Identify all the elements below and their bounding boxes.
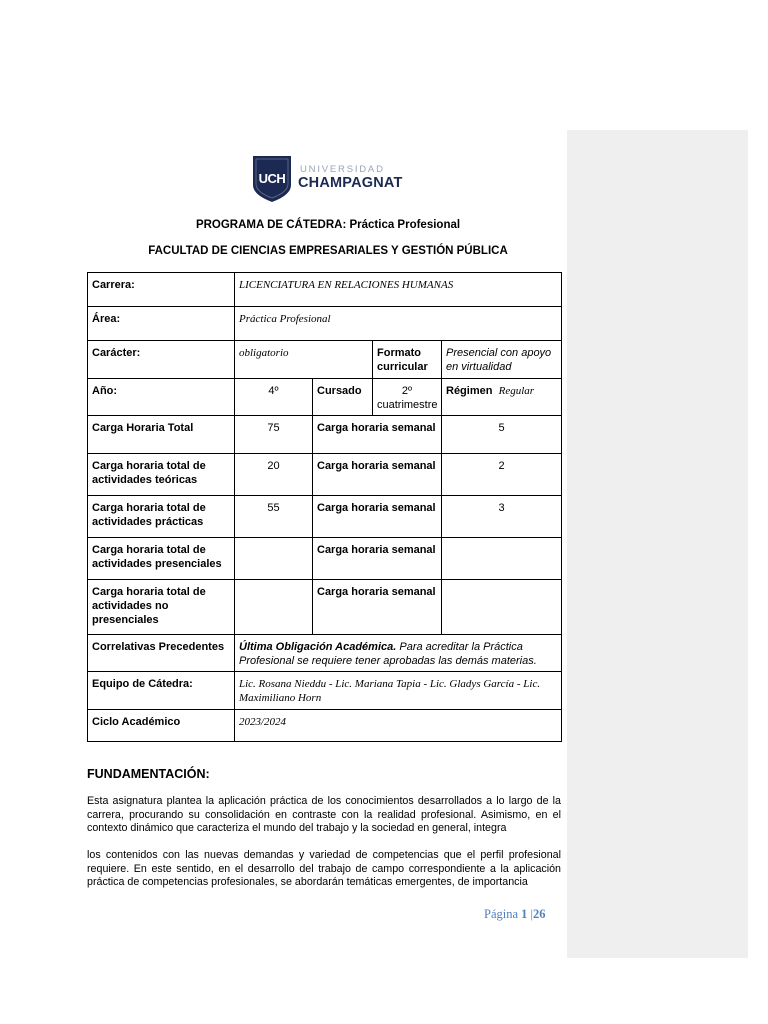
logo-name: CHAMPAGNAT <box>298 175 403 191</box>
correlativas-bold: Última Obligación Académica. <box>239 641 397 653</box>
total-pages: 26 <box>533 907 546 921</box>
paragraph: Esta asignatura plantea la aplicación práctica de los conocimientos desarrollados a lo largo de la carrera, procurando su consolidación en contraste con la realidad profesional. Asimismo, en el contexto dinámico que caracteriza el mundo del trabajo y la sociedad en general, integra <box>87 795 561 834</box>
table-row <box>88 341 562 379</box>
row-sem-label: Carga horaria semanal <box>313 416 442 454</box>
row-total: 75 <box>235 416 313 454</box>
correlativas-label: Correlativas Precedentes <box>88 635 235 672</box>
equipo-label: Equipo de Cátedra: <box>88 672 235 710</box>
correlativas-rest: Para acreditar la Práctica Profesional se requiere tener aprobadas las demás materias. <box>239 641 537 667</box>
area-label: Área: <box>88 307 235 341</box>
anio-value: 4º <box>235 379 313 416</box>
row-label: Carga Horaria Total <box>88 416 235 454</box>
equipo-value: Lic. Rosana Nieddu - Lic. Mariana Tapia - Lic. Gladys García - Lic. Maximiliano Horn <box>235 672 562 710</box>
table-row <box>88 416 562 454</box>
row-label: Carga horaria total de actividades no presenciales <box>88 580 235 635</box>
table-row <box>88 307 562 341</box>
row-sem-label: Carga horaria semanal <box>313 580 442 635</box>
row-sem-label: Carga horaria semanal <box>313 454 442 496</box>
page-title: PROGRAMA DE CÁTEDRA: Práctica Profesional <box>195 219 461 231</box>
row-total: 55 <box>235 496 313 538</box>
row-label: Carga horaria total de actividades prácticas <box>88 496 235 538</box>
regimen-value: Regular <box>498 385 535 397</box>
ciclo-value: 2023/2024 <box>235 710 562 742</box>
row-sem-value: 5 <box>442 416 562 454</box>
carrera-label: Carrera: <box>88 273 235 307</box>
table-row <box>88 454 562 496</box>
table-row <box>88 635 562 672</box>
row-sem-value: 2 <box>442 454 562 496</box>
row-sem-label: Carga horaria semanal <box>313 496 442 538</box>
table-row <box>88 710 562 742</box>
university-logo <box>252 155 402 203</box>
page-separator: | <box>530 907 534 921</box>
logo-university: UNIVERSIDAD <box>300 164 385 175</box>
row-sem-value <box>442 580 562 635</box>
logo-shield-text: UCH <box>258 171 286 186</box>
table-row <box>88 580 562 635</box>
row-sem-label: Carga horaria semanal <box>313 538 442 580</box>
carrera-value: LICENCIATURA EN RELACIONES HUMANAS <box>235 273 562 307</box>
page-label: Página <box>484 907 519 921</box>
table-row <box>88 496 562 538</box>
correlativas-value <box>235 635 562 672</box>
table-row <box>88 538 562 580</box>
area-value: Práctica Profesional <box>235 307 562 341</box>
formato-value: Presencial con apoyo en virtualidad <box>442 341 562 379</box>
row-total: 20 <box>235 454 313 496</box>
formato-label: Formato curricular <box>373 341 442 379</box>
course-info-table <box>87 272 562 742</box>
caracter-label: Carácter: <box>88 341 235 379</box>
table-row <box>88 672 562 710</box>
cursado-label: Cursado <box>313 379 373 416</box>
regimen-cell <box>442 379 562 416</box>
anio-label: Año: <box>88 379 235 416</box>
table-row <box>88 379 562 416</box>
page-number <box>484 907 546 922</box>
regimen-label: Régimen <box>446 385 493 397</box>
ciclo-label: Ciclo Académico <box>88 710 235 742</box>
table-row <box>88 273 562 307</box>
row-total <box>235 580 313 635</box>
paragraph: los contenidos con las nuevas demandas y variedad de competencias que el perfil profesional requiere. En este sentido, en el desarrollo del trabajo de campo correspondiente a la aplicación práctica de competencias profesionales, se abordarán temáticas emergentes, de importancia <box>87 849 561 888</box>
row-sem-value <box>442 538 562 580</box>
current-page: 1 <box>521 907 528 921</box>
row-label: Carga horaria total de actividades teóricas <box>88 454 235 496</box>
row-sem-value: 3 <box>442 496 562 538</box>
cursado-value: 2º cuatrimestre <box>373 379 442 416</box>
faculty-title: FACULTAD DE CIENCIAS EMPRESARIALES Y GESTIÓN PÚBLICA <box>148 245 508 257</box>
caracter-value: obligatorio <box>235 341 373 379</box>
row-label: Carga horaria total de actividades presenciales <box>88 538 235 580</box>
section-heading: FUNDAMENTACIÓN: <box>87 767 210 781</box>
row-total <box>235 538 313 580</box>
